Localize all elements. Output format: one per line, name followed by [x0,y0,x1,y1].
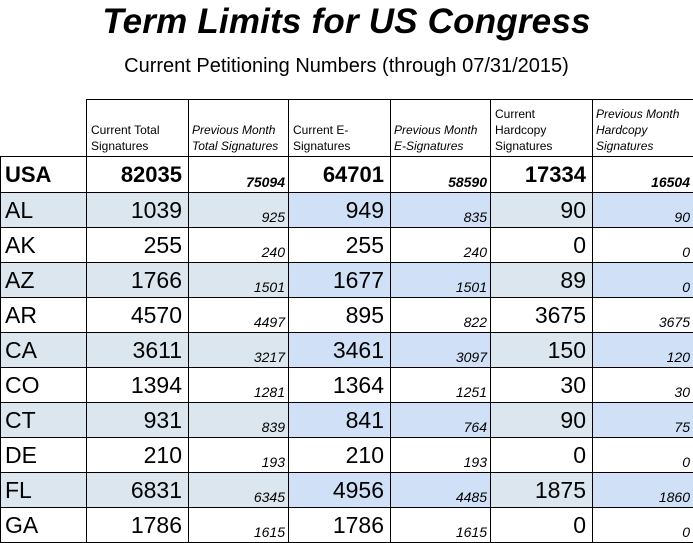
state-cell: DE [1,438,87,473]
current-hard-cell: 90 [491,193,593,228]
state-cell: AZ [1,263,87,298]
prev-hard-cell: 120 [593,333,693,368]
prev-total-cell: 925 [189,193,289,228]
current-hard-cell: 150 [491,333,593,368]
current-hard-cell: 3675 [491,298,593,333]
prev-total-cell: 193 [189,438,289,473]
header-prev-hard: Previous Month Hardcopy Signatures [593,100,693,157]
table-row [1,438,693,473]
current-total-cell: 1766 [87,263,189,298]
header-prev-total: Previous Month Total Signatures [189,100,289,157]
current-total-cell: 255 [87,228,189,263]
current-total-cell: 6831 [87,473,189,508]
state-cell: FL [1,473,87,508]
current-total-cell: 82035 [87,157,189,193]
header-blank-cell [1,100,87,157]
prev-hard-cell: 16504 [593,157,693,193]
current-hard-cell: 89 [491,263,593,298]
state-cell: AK [1,228,87,263]
current-hard-cell: 1875 [491,473,593,508]
current-total-cell: 931 [87,403,189,438]
table-row [1,228,693,263]
prev-hard-cell: 1860 [593,473,693,508]
state-cell: GA [1,508,87,543]
prev-e-cell: 1501 [391,263,491,298]
prev-hard-cell: 0 [593,508,693,543]
page-title: Term Limits for US Congress [0,2,693,42]
prev-total-cell: 1615 [189,508,289,543]
prev-total-cell: 6345 [189,473,289,508]
current-e-cell: 841 [289,403,391,438]
prev-e-cell: 822 [391,298,491,333]
current-e-cell: 895 [289,298,391,333]
current-e-cell: 255 [289,228,391,263]
state-cell: CO [1,368,87,403]
table-row [1,263,693,298]
prev-hard-cell: 90 [593,193,693,228]
prev-total-cell: 3217 [189,333,289,368]
state-cell: USA [1,157,87,193]
table-row [1,193,693,228]
state-cell: CT [1,403,87,438]
prev-total-cell: 240 [189,228,289,263]
current-total-cell: 1786 [87,508,189,543]
state-cell: AR [1,298,87,333]
prev-hard-cell: 30 [593,368,693,403]
prev-hard-cell: 0 [593,438,693,473]
current-total-cell: 3611 [87,333,189,368]
prev-hard-cell: 75 [593,403,693,438]
current-e-cell: 1786 [289,508,391,543]
header-current-hard: Current Hardcopy Signatures [491,100,593,157]
prev-e-cell: 1251 [391,368,491,403]
table-row-usa [1,157,693,193]
current-e-cell: 1677 [289,263,391,298]
current-total-cell: 4570 [87,298,189,333]
prev-hard-cell: 0 [593,263,693,298]
current-hard-cell: 90 [491,403,593,438]
prev-total-cell: 839 [189,403,289,438]
current-hard-cell: 0 [491,438,593,473]
prev-e-cell: 240 [391,228,491,263]
current-total-cell: 1039 [87,193,189,228]
header-prev-e: Previous Month E-Signatures [391,100,491,157]
current-hard-cell: 17334 [491,157,593,193]
prev-e-cell: 835 [391,193,491,228]
prev-e-cell: 1615 [391,508,491,543]
header-row [1,100,693,157]
header-current-e: Current E-Signatures [289,100,391,157]
current-total-cell: 1394 [87,368,189,403]
current-e-cell: 3461 [289,333,391,368]
prev-e-cell: 58590 [391,157,491,193]
current-e-cell: 4956 [289,473,391,508]
table-row [1,508,693,543]
table-row [1,473,693,508]
table-row [1,368,693,403]
prev-total-cell: 75094 [189,157,289,193]
current-total-cell: 210 [87,438,189,473]
current-e-cell: 949 [289,193,391,228]
table-row [1,403,693,438]
prev-e-cell: 4485 [391,473,491,508]
state-cell: CA [1,333,87,368]
prev-hard-cell: 0 [593,228,693,263]
current-e-cell: 210 [289,438,391,473]
prev-total-cell: 1281 [189,368,289,403]
current-hard-cell: 30 [491,368,593,403]
signatures-table [0,99,693,543]
prev-total-cell: 4497 [189,298,289,333]
prev-e-cell: 764 [391,403,491,438]
prev-hard-cell: 3675 [593,298,693,333]
header-current-total: Current Total Signatures [87,100,189,157]
table-row [1,333,693,368]
current-hard-cell: 0 [491,228,593,263]
current-e-cell: 1364 [289,368,391,403]
prev-total-cell: 1501 [189,263,289,298]
prev-e-cell: 3097 [391,333,491,368]
state-cell: AL [1,193,87,228]
current-e-cell: 64701 [289,157,391,193]
page-subtitle: Current Petitioning Numbers (through 07/31/2015) [0,55,693,78]
current-hard-cell: 0 [491,508,593,543]
table-row [1,298,693,333]
prev-e-cell: 193 [391,438,491,473]
